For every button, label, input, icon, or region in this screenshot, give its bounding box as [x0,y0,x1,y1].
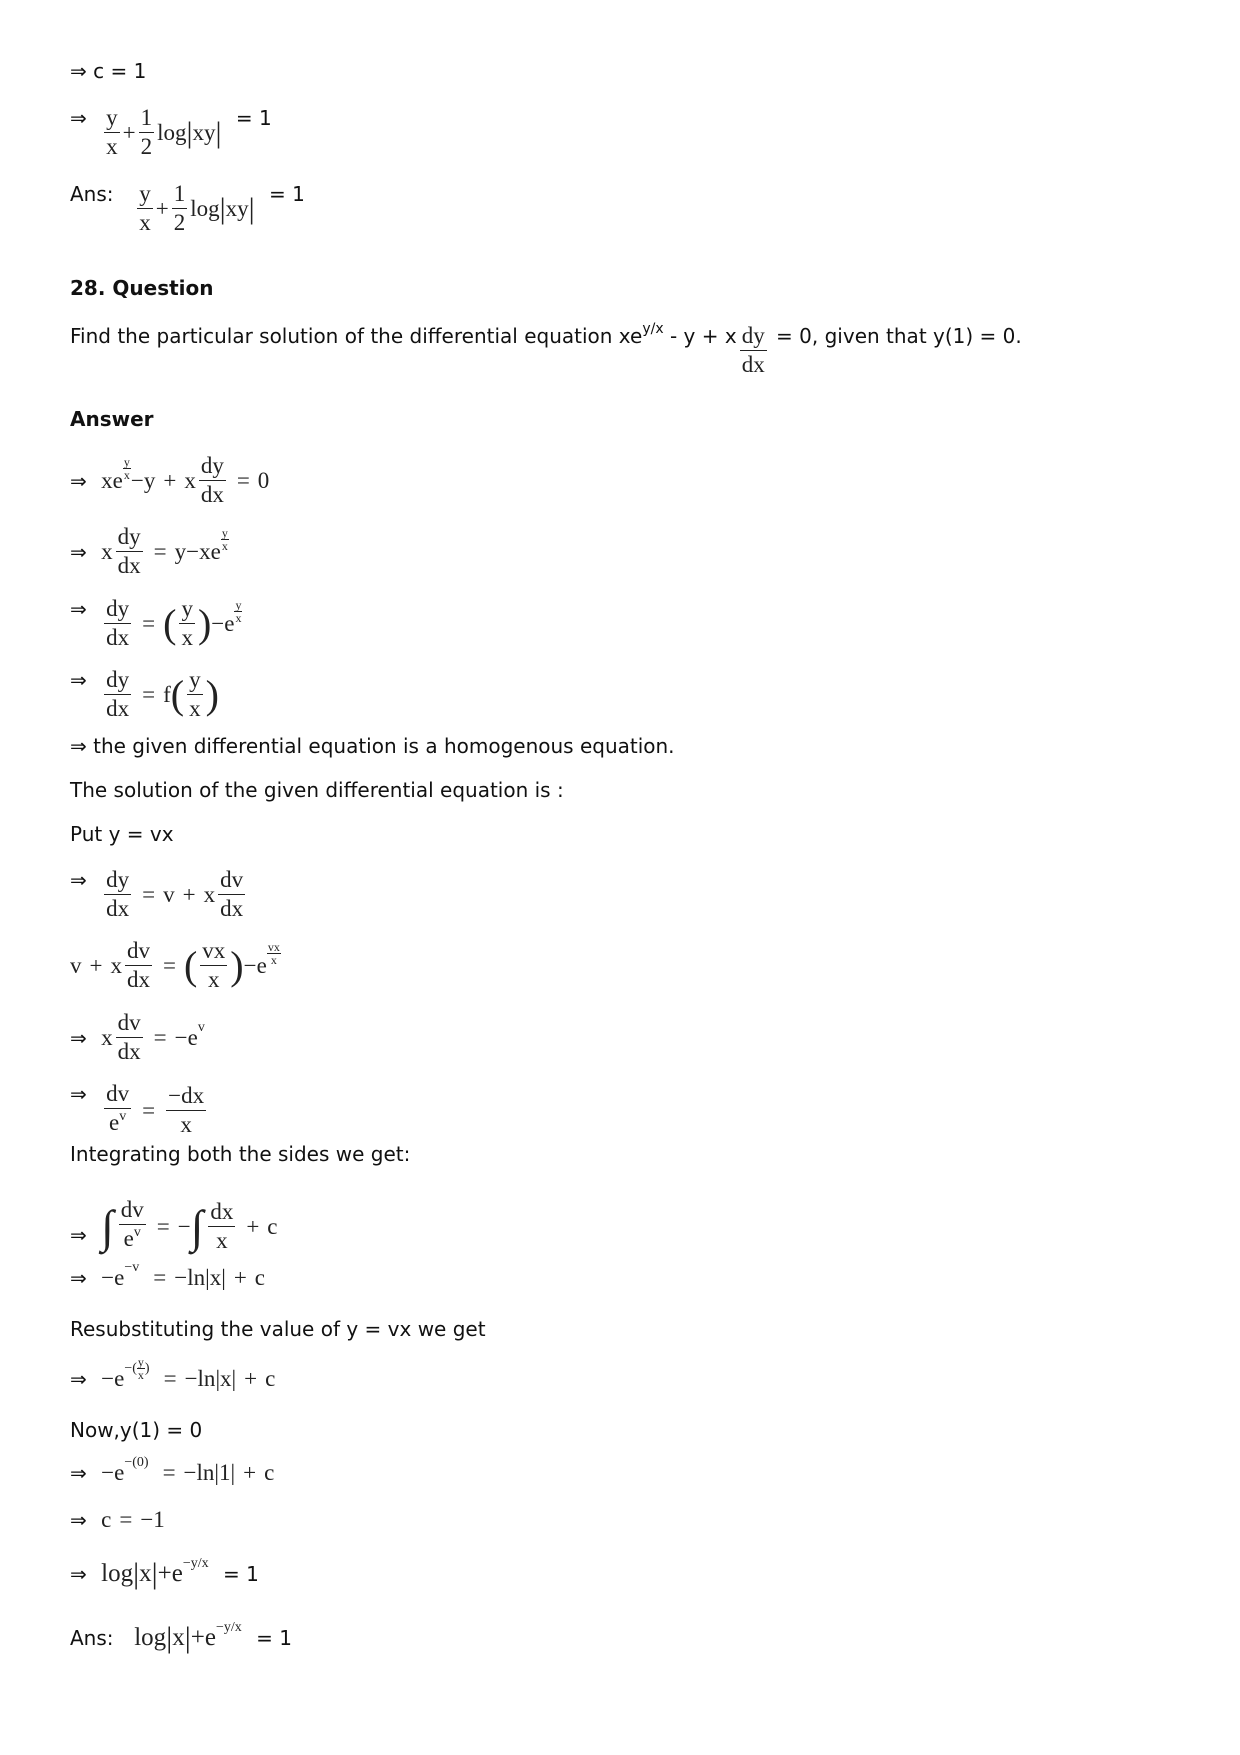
fraction-one-half: $\frac{1}{2}$ [140,105,153,159]
implies-symbol: ⇒ [70,106,87,130]
fraction-y-over-x: $\frac{y}{x}$ [139,181,151,235]
answer-heading: Answer [70,407,154,431]
math-expression: x $\frac{dv}{dx}$ = − e v [101,1010,205,1064]
question-title: 28. Question [70,276,214,300]
math-expression: − e −v = − ln | x | + c [101,1260,266,1290]
implies-symbol: ⇒ [70,668,87,692]
question-text: Find the particular solution of the differential equation $xe^{y/x} - y + x$ $\frac{dy}{dx}$ = 0, given that y(1) = 0. [70,321,1022,377]
implies-symbol: ⇒ [70,1082,87,1106]
equals-one-text: = 1 [235,106,272,130]
math-expression: ∫ $\frac{dv}{e^v}$ = − ∫ $\frac{dx}{x}$ + c [101,1197,278,1253]
implies-symbol: ⇒ [70,597,87,621]
step-substitution-derivative [70,866,248,923]
math-expression: log | x | + e −y/x [134,1620,242,1654]
resubstitution-note: Resubstituting the value of y = vx we get [70,1317,486,1341]
solution-line-c-equals-1 [70,59,146,83]
homogeneous-note: ⇒ the given differential equation is a homogenous equation. [70,734,675,758]
step-apply-condition [70,1455,275,1485]
implies-symbol: ⇒ [70,59,87,83]
answer-line-28 [70,1620,292,1654]
fraction-one-half: $\frac{1}{2}$ [173,181,186,235]
math-expression: $\frac{dy}{dx}$ = f ( $\frac{y}{x}$ ) [106,667,219,721]
math-expression: xe y x − y + x $\frac{dy}{dx}$ = 0 [101,453,270,507]
ans-label: Ans: [70,1626,114,1650]
step-ratio-form [70,595,242,652]
ans-label: Ans: [70,182,114,206]
math-expression: $\frac{dy}{dx}$ = v + x $\frac{dv}{dx}$ [106,867,244,921]
step-original-equation [70,452,269,509]
math-expression: $\frac{y}{x}$ + $\frac{1}{2}$ log | xy | [106,105,222,159]
math-expression: $\frac{dy}{dx}$ = ( $\frac{y}{x}$ ) − e y x [106,596,242,650]
step-simplified [70,1009,205,1066]
math-expression: $\frac{y}{x}$ + $\frac{1}{2}$ log | xy | [139,181,255,235]
implies-symbol: ⇒ [70,1366,87,1391]
implies-symbol: ⇒ [70,1222,87,1247]
exponent-y-over-x: y/x [642,321,664,337]
implies-symbol: ⇒ [70,1508,87,1532]
fraction-y-over-x: $\frac{y}{x}$ [106,105,118,159]
implies-symbol: ⇒ [70,734,87,758]
math-expression: − e −(0) = − ln | 1 | + c [101,1455,275,1485]
integral-symbol: ∫ [101,1200,114,1252]
substitution-line: Put y = vx [70,822,174,846]
step-substituted-equation [70,937,281,994]
integrating-note: Integrating both the sides we get: [70,1142,411,1166]
step-integration [70,1196,278,1257]
step-integrated [70,1260,266,1290]
math-expression: v + x $\frac{dv}{dx}$ = ( $\frac{vx}{x}$ ) − e vx x [70,938,280,992]
implies-symbol: ⇒ [70,1025,87,1050]
math-expression: c = −1 [101,1507,165,1532]
math-expression: − e − ( $\frac{y}{x}$ ) = − ln | x | + c [101,1355,276,1391]
implies-symbol: ⇒ [70,1266,87,1290]
fraction-dy-dx: $\frac{dy}{dx}$ [741,323,765,377]
implies-symbol: ⇒ [70,868,87,892]
initial-condition-note: Now,y(1) = 0 [70,1418,203,1442]
step-separated [70,1080,209,1141]
solution-intro: The solution of the given differential equation is : [70,778,564,802]
step-final-solution [70,1556,259,1590]
equals-one-text: = 1 [269,182,305,206]
implies-symbol: ⇒ [70,1461,87,1485]
solution-line-implicit [70,104,272,161]
math-expression: $\frac{dv}{e^v}$ = $\frac{-dx}{x}$ [106,1081,205,1137]
answer-line-27 [70,180,305,237]
equals-one-text: = 1 [256,1626,292,1650]
implies-symbol: ⇒ [70,468,87,493]
step-constant-value [70,1508,165,1532]
c-equation-text: c = 1 [93,59,147,83]
math-expression: log | x | + e −y/x [101,1556,209,1590]
math-expression: x $\frac{dy}{dx}$ = y − xe y x [101,524,228,578]
equals-one-text: = 1 [222,1562,259,1586]
implies-symbol: ⇒ [70,1562,87,1586]
integral-symbol: ∫ [190,1200,204,1252]
implies-symbol: ⇒ [70,539,87,564]
step-rearranged [70,523,229,580]
step-resubstituted [70,1355,276,1391]
step-homogeneous-form [70,666,219,723]
